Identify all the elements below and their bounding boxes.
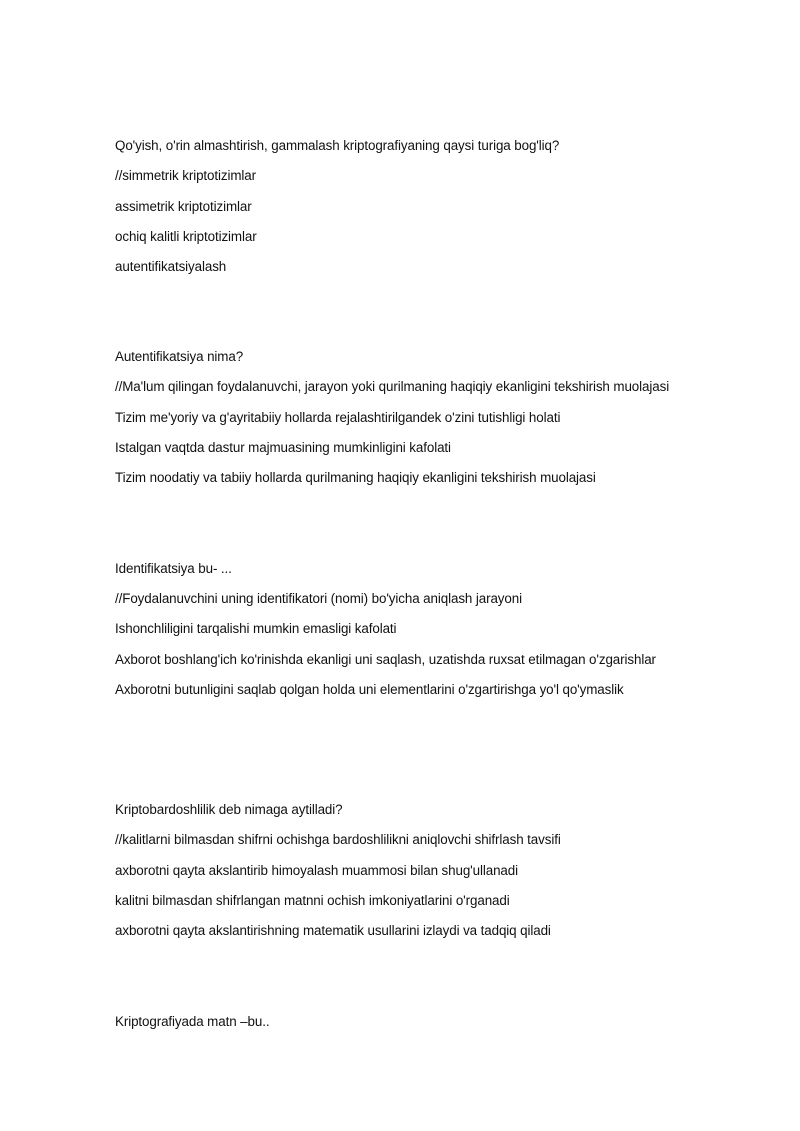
answer-option: //kalitlarni bilmasdan shifrni ochishga bardoshlilikni aniqlovchi shifrlash tavsifi <box>115 832 561 847</box>
answer-option: ochiq kalitli kriptotizimlar <box>115 229 257 244</box>
answer-option: axborotni qayta akslantirishning matematik usullarini izlaydi va tadqiq qiladi <box>115 923 551 938</box>
answer-option: Tizim noodatiy va tabiiy hollarda qurilmaning haqiqiy ekanligini tekshirish muolajasi <box>115 470 596 485</box>
answer-option: Axborot boshlang'ich ko'rinishda ekanligi uni saqlash, uzatishda ruxsat etilmagan o'zgarishlar <box>115 652 656 667</box>
answer-option: axborotni qayta akslantirib himoyalash muammosi bilan shug'ullanadi <box>115 863 519 878</box>
answer-option: //Foydalanuvchini uning identifikatori (nomi) bo'yicha aniqlash jarayoni <box>115 591 522 606</box>
answer-option: Axborotni butunligini saqlab qolgan holda uni elementlarini o'zgartirishga yo'l qo'ymaslik <box>115 682 624 697</box>
answer-option: assimetrik kriptotizimlar <box>115 199 252 214</box>
question-text: Kriptografiyada matn –bu.. <box>115 1014 270 1029</box>
answer-option: Istalgan vaqtda dastur majmuasining mumkinligini kafolati <box>115 440 451 455</box>
question-text: Autentifikatsiya nima? <box>115 349 244 364</box>
question-text: Identifikatsiya bu- ... <box>115 561 232 576</box>
question-text: Kriptobardoshlilik deb nimaga aytilladi? <box>115 802 343 817</box>
answer-option: Tizim me'yoriy va g'ayritabiiy hollarda rejalashtirilgandek o'zini tutishligi holati <box>115 410 561 425</box>
question-text: Qo'yish, o'rin almashtirish, gammalash kriptografiyaning qaysi turiga bog'liq? <box>115 138 560 153</box>
answer-option: Ishonchliligini tarqalishi mumkin emasligi kafolati <box>115 621 397 636</box>
answer-option: autentifikatsiyalash <box>115 259 227 274</box>
answer-option: //Ma'lum qilingan foydalanuvchi, jarayon yoki qurilmaning haqiqiy ekanligini tekshirish muolajasi <box>115 379 670 394</box>
answer-option: kalitni bilmasdan shifrlangan matnni ochish imkoniyatlarini o'rganadi <box>115 893 510 908</box>
answer-option: //simmetrik kriptotizimlar <box>115 168 256 183</box>
